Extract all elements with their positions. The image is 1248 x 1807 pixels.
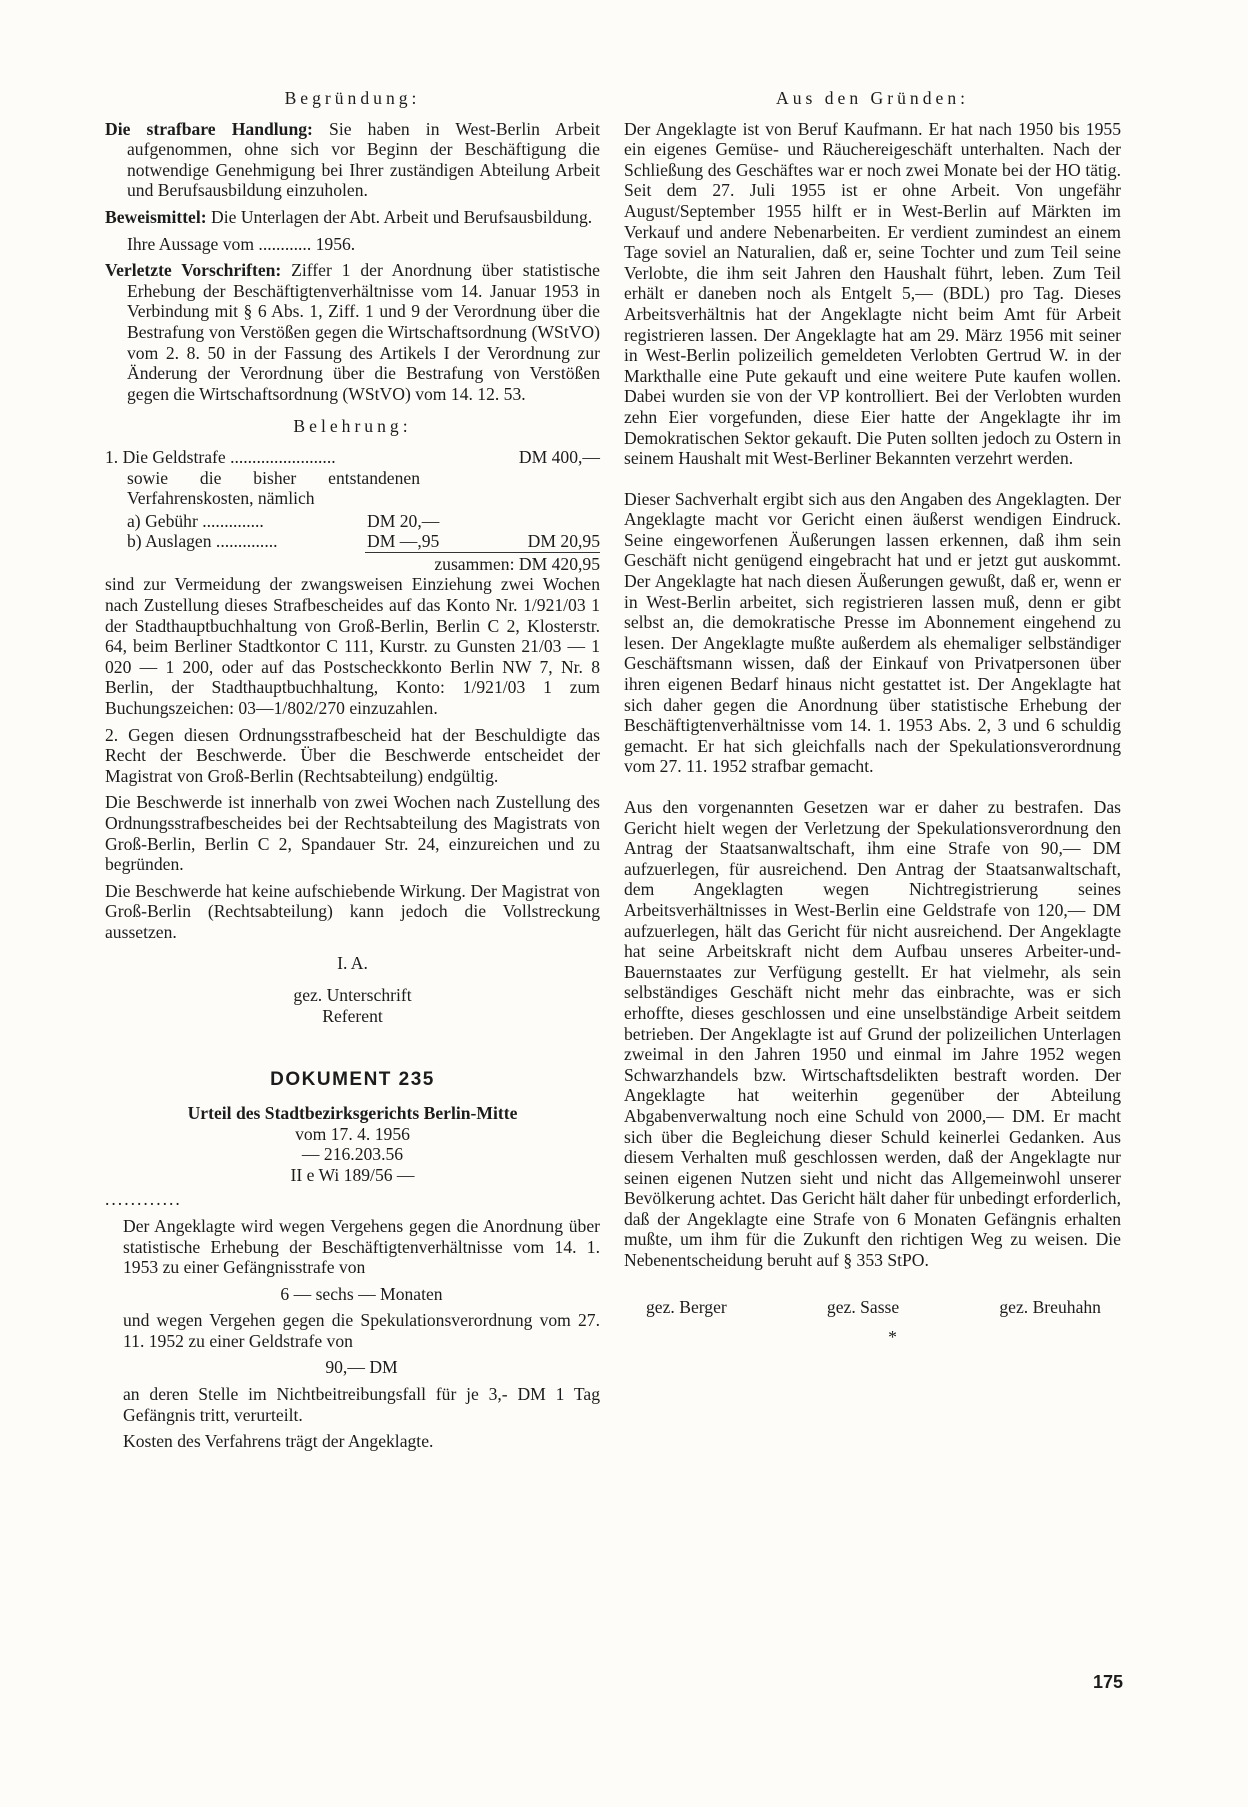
gruende-paragraph-3: Aus den vorgenannten Gesetzen war er daher zu bestrafen. Das Gericht hielt wegen der Verletzung der Spekulationsverordnung den Antrag der Staatsanwaltschaft, ihm eine Strafe von 90,— DM aufzuerlegen, für ausreichend. Den Antrag der Staatsanwaltschaft, dem Angeklagten wegen Nichtregistrierung seines Arbeitsverhältnisses in West-Berlin eine Geldstrafe von 120,— DM aufzuerlegen, hält das Gericht für nicht ausreichend. Der Angeklagte hat seine Arbeitskraft nicht dem Aufbau unseres Arbeiter-und-Bauernstaates zur Verfügung gestellt. Er hat vielmehr, als sein selbständiges Geschäft nicht mehr das einbrachte, was er sich erhoffte, dieses geschlossen und eine unselbständige Arbeit seitdem betrieben. Der Angeklagte ist auf Grund der polizeilichen Unterlagen zweimal in den Jahren 1950 und einmal im Jahre 1952 wegen Schwarzhandels bzw. Wirtschaftsdelikten bestraft worden. Der Angeklagte hat weiterhin gegenüber der Abteilung Abgabenverwaltung noch eine Schuld von 2000,— DM. Er macht sich über die Begleichung dieser Schuld keinerlei Gedanken. Aus diesem Verhalten muß geschlossen werden, daß der Angeklagte nur seinen eigenen Nutzen sieht und nicht das Allgemeinwohl unserer Bevölkerung achtet. Das Gericht hält daher für unbedingt erforderlich, daß der Angeklagte eine Strafe von 6 Monaten Gefängnis erhalten mußte, um ihm für die Zukunft den richtigen Weg zu weisen. Die Nebenentscheidung beruht auf § 353 StPO. bbox=[624, 797, 1121, 1271]
urteil-aktenzeichen-1: — 216.203.56 bbox=[301, 1144, 404, 1165]
geldstrafe-amount: DM 400,— bbox=[518, 446, 600, 467]
gebuehr-row bbox=[105, 511, 600, 532]
auslagen-label: b) Auslagen .............. bbox=[127, 531, 278, 552]
label-vorschriften: Verletzte Vorschriften: bbox=[105, 260, 282, 281]
signature-breuhahn: gez. Breuhahn bbox=[999, 1296, 1101, 1317]
page-number: 175 bbox=[1092, 1672, 1123, 1692]
heading-begruendung: Begründung: bbox=[284, 88, 421, 108]
auslagen-amount: DM —,95 bbox=[367, 531, 440, 552]
beschwerde-paragraph-1: 2. Gegen diesen Ordnungsstrafbescheid hat der Beschuldigte das Recht der Beschwerde. Über die Beschwerde entscheidet der Magistrat von Groß-Berlin (Rechtsabteilung) endgültig. bbox=[105, 724, 600, 786]
judgement-tenor bbox=[105, 1216, 600, 1452]
paragraph-strafbare-handlung bbox=[105, 119, 600, 201]
label-strafbare-handlung: Die strafbare Handlung: bbox=[105, 118, 313, 139]
paragraph-beweismittel bbox=[105, 207, 600, 228]
gebuehr-label: a) Gebühr .............. bbox=[127, 510, 264, 531]
document-heading: DOKUMENT 235 bbox=[270, 1069, 435, 1091]
zusammen-total: zusammen: DM 420,95 bbox=[365, 552, 600, 575]
tenor-text-1: Der Angeklagte wird wegen Vergehens gegen die Anordnung über statistische Erhebung der Beschäftigtenverhältnisse vom 14. 1. 1953 zu einer Gefängnisstrafe von bbox=[123, 1215, 600, 1278]
gruende-paragraph-2: Dieser Sachverhalt ergibt sich aus den Angaben des Angeklagten. Der Angeklagte macht vor Gericht einen äußerst wendigen Eindruck. Seine eingeworfenen Äußerungen lassen erkennen, daß ihm sein Geschäft nicht genügend eingebracht hat und er jetzt gut auskommt. Der Angeklagte hat nach diesen Äußerungen gewußt, daß er, wenn er in West-Berlin arbeitet, sich registrieren lassen muß, denn er gibt selbst an, die demokratische Presse im Abonnement eingehend zu lesen. Der Angeklagte mußte außerdem als ehemaliger selbständiger Geschäftsmann wissen, daß der Einkauf von Privatpersonen über ihren eigenen Bedarf hinaus nicht gestattet ist. Der Angeklagte hat sich daher gegen die Anordnung über statistische Erhebung der Beschäftigtenverhältnisse vom 14. 1. 1953 Abs. 2, 3 und 6 schuldig gemacht. Er hat sich gleichfalls nach der Spekulationsverordnung vom 27. 11. 1952 strafbar gemacht. bbox=[624, 488, 1121, 777]
ia-line: I. A. bbox=[337, 952, 368, 973]
aussage-line: Ihre Aussage vom ............ 1956. bbox=[127, 233, 356, 254]
signature-berger: gez. Berger bbox=[646, 1296, 727, 1317]
ellipsis-line: ............ bbox=[105, 1189, 182, 1210]
tenor-dm: 90,— DM bbox=[325, 1357, 398, 1378]
text-strafbare-handlung: Sie haben in West-Berlin Arbeit aufgenommen, ohne sich vor Beginn der Beschäftigung die notwendige Genehmigung bei Ihrer zuständigen Abteilung Arbeit und Berufsausbildung einzuholen. bbox=[127, 118, 601, 201]
section-star: * bbox=[888, 1327, 897, 1348]
verfahrenskosten-text: sowie die bisher entstandenen Verfahrenskosten, nämlich bbox=[127, 467, 420, 509]
right-column bbox=[624, 82, 1121, 1348]
tenor-text-4: Kosten des Verfahrens trägt der Angeklagte. bbox=[123, 1431, 434, 1452]
beschwerde-paragraph-2: Die Beschwerde ist innerhalb von zwei Wochen nach Zustellung des Ordnungsstrafbescheides bei der Rechtsabteilung des Magistrats von Groß-Berlin, Berlin C 2, Spandauer Str. 24, einzureichen und zu begründen. bbox=[105, 792, 600, 875]
gruende-paragraph-1: Der Angeklagte ist von Beruf Kaufmann. Er hat nach 1950 bis 1955 ein eigenes Gemüse- und Räuchereigeschäft unterhalten. Nach der Schließung des Geschäftes war er noch zwei Monate bei der HO tätig. Seit dem 27. Juli 1955 ist er ohne Arbeit. Von ungefähr August/September 1955 hilft er in West-Berlin auf Märkten im Verkauf und andere Nebenarbeiten. Er verdient zumindest an einem Tage soviel an Naturalien, daß er, seine Tochter und zum Teil seine Verlobte, die ihm seit Jahren den Haushalt führt, leben. Zum Teil erhält er daneben noch als Entgelt 5,— (BDL) pro Tag. Dieses Arbeitsverhältnis hat der Angeklagte nicht beim Amt für Arbeit registrieren lassen. Der Angeklagte hat am 29. März 1956 mit seiner in West-Berlin polizeilich gemeldeten Verlobten Gertrud W. in der Markthalle eine Pute gekauft und eine weitere Pute kaufen wollen. Dabei wurden sie von der VP kontrolliert. Bei der Verlobten wurden zehn Eier vorgefunden, diese Eier hatte der Angeklagte ihr im Demokratischen Sektor gekauft. Die Puten sollten jedoch zu Ostern in seinem Haushalt mit West-Berliner Bekannten verzehrt werden. bbox=[624, 118, 1121, 469]
beschwerde-paragraph-3: Die Beschwerde hat keine aufschiebende Wirkung. Der Magistrat von Groß-Berlin (Rechtsabteilung) kann jedoch die Vollstreckung aussetzen. bbox=[105, 880, 600, 942]
heading-gruende: Aus den Gründen: bbox=[776, 88, 969, 108]
urteil-title: Urteil des Stadtbezirksgerichts Berlin-Mitte bbox=[187, 1102, 518, 1123]
auslagen-row bbox=[105, 531, 600, 552]
tenor-text-3: an deren Stelle im Nichtbeitreibungsfall für je 3,- DM 1 Tag Gefängnis tritt, verurteilt. bbox=[123, 1384, 600, 1425]
left-column bbox=[105, 82, 600, 1458]
referent-line: Referent bbox=[322, 1005, 383, 1026]
text-beweismittel: Die Unterlagen der Abt. Arbeit und Berufsausbildung. bbox=[206, 206, 593, 227]
text-vorschriften: Ziffer 1 der Anordnung über statistische Erhebung der Beschäftigtenverhältnisse vom 14. Januar 1953 in Verbindung mit § 6 Abs. 1, Ziff. 1 und 9 der Verordnung über die Bestrafung von Verstößen gegen die Wirtschaftsordnung (WStVO) vom 2. 8. 50 in der Fassung des Artikels I der Verordnung zur Änderung der Verordnung über die Bestrafung von Verstößen gegen die Wirtschaftsordnung (WStVO) vom 14. 12. 53. bbox=[127, 260, 600, 404]
auslagen-total: DM 20,95 bbox=[527, 531, 600, 552]
paragraph-vorschriften bbox=[105, 260, 600, 404]
heading-belehrung: Belehrung: bbox=[293, 416, 412, 437]
label-beweismittel: Beweismittel: bbox=[105, 206, 207, 227]
signature-sasse: gez. Sasse bbox=[826, 1296, 900, 1317]
geldstrafe-label: 1. Die Geldstrafe ........................ bbox=[105, 446, 336, 467]
unterschrift-line: gez. Unterschrift bbox=[293, 985, 412, 1006]
urteil-aktenzeichen-2: II e Wi 189/56 — bbox=[290, 1164, 415, 1185]
urteil-date: vom 17. 4. 1956 bbox=[295, 1123, 410, 1144]
signatures bbox=[624, 1297, 1121, 1318]
zahlung-text: sind zur Vermeidung der zwangsweisen Einziehung zwei Wochen nach Zustellung dieses Strafbescheides auf das Konto Nr. 1/921/03 1 der Stadthauptbuchhaltung von Groß-Berlin, Berlin C 2, Klosterstr. 64, beim Berliner Stadtkontor C 111, Kurstr. zu Gunsten 21/03 — 1 020 — 1 200, oder auf das Postscheckkonto Berlin NW 7, Nr. 8 Berlin, der Stadthauptbuchhaltung, Konto: 1/921/03 1 zum Buchungszeichen: 03—1/802/270 einzuzahlen. bbox=[105, 574, 600, 719]
tenor-months: 6 — sechs — Monaten bbox=[280, 1283, 443, 1304]
gebuehr-amount: DM 20,— bbox=[367, 510, 440, 531]
tenor-text-2: und wegen Vergehen gegen die Spekulationsverordnung vom 27. 11. 1952 zu einer Geldstrafe von bbox=[123, 1310, 600, 1351]
geldstrafe-row bbox=[105, 447, 600, 468]
